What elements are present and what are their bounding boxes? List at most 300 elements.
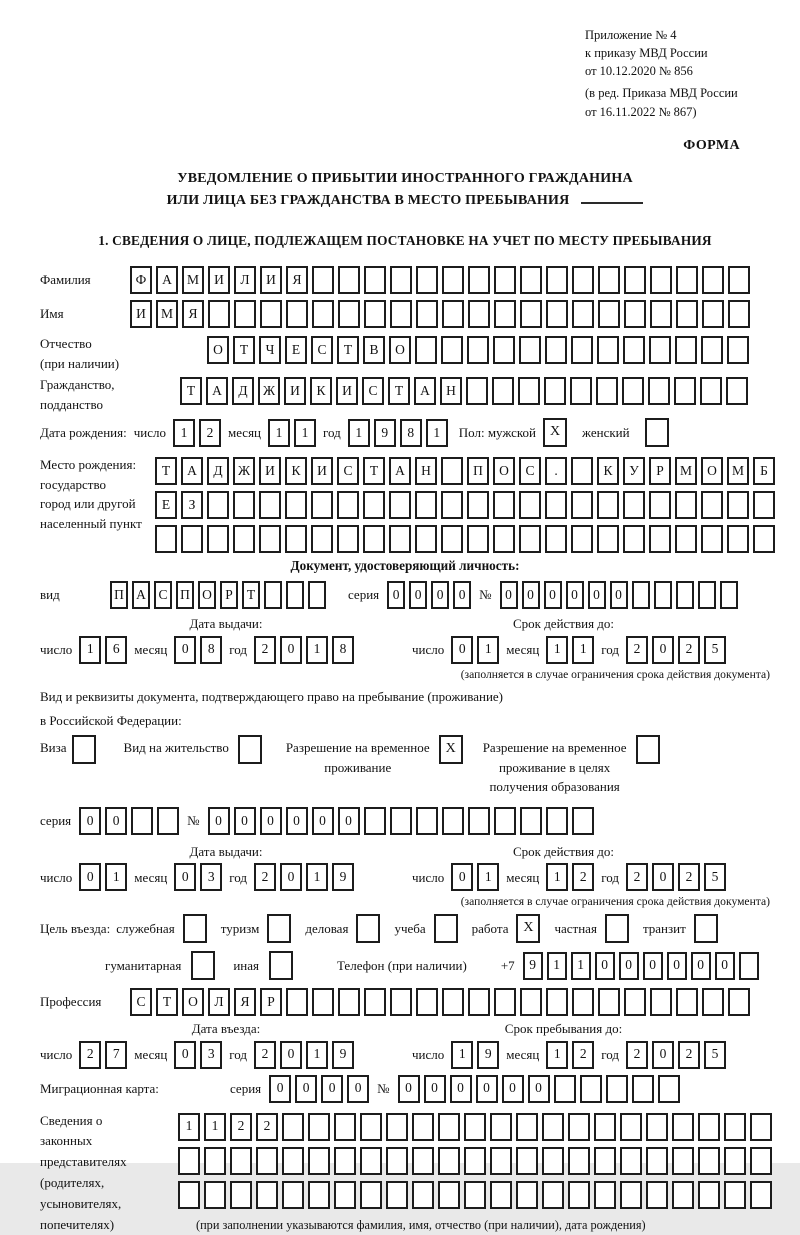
- char-cell[interactable]: [364, 988, 386, 1016]
- char-cell[interactable]: [572, 988, 594, 1016]
- issue-day-cells[interactable]: [79, 636, 127, 664]
- char-cell[interactable]: М: [727, 457, 749, 485]
- char-cell[interactable]: М: [675, 457, 697, 485]
- char-cell[interactable]: 9: [523, 952, 543, 980]
- char-cell[interactable]: [571, 336, 593, 364]
- char-cell[interactable]: 0: [338, 807, 360, 835]
- char-cell[interactable]: 2: [626, 636, 648, 664]
- char-cell[interactable]: [416, 266, 438, 294]
- char-cell[interactable]: [364, 300, 386, 328]
- char-cell[interactable]: 9: [374, 419, 396, 447]
- char-cell[interactable]: .: [545, 457, 567, 485]
- char-cell[interactable]: [646, 1147, 668, 1175]
- char-cell[interactable]: [464, 1147, 486, 1175]
- char-cell[interactable]: [442, 988, 464, 1016]
- char-cell[interactable]: [650, 266, 672, 294]
- residence-number-cells[interactable]: [208, 807, 594, 835]
- char-cell[interactable]: С: [311, 336, 333, 364]
- char-cell[interactable]: 3: [200, 863, 222, 891]
- char-cell[interactable]: Ж: [258, 377, 280, 405]
- char-cell[interactable]: [230, 1147, 252, 1175]
- char-cell[interactable]: [494, 807, 516, 835]
- char-cell[interactable]: [570, 377, 592, 405]
- char-cell[interactable]: 0: [595, 952, 615, 980]
- char-cell[interactable]: [606, 1075, 628, 1103]
- char-cell[interactable]: 0: [234, 807, 256, 835]
- char-cell[interactable]: 2: [626, 863, 648, 891]
- purpose-tourism-checkbox[interactable]: [267, 914, 291, 943]
- char-cell[interactable]: [337, 491, 359, 519]
- char-cell[interactable]: [546, 300, 568, 328]
- expiry-year-cells[interactable]: [626, 636, 726, 664]
- residence-issue-month-cells[interactable]: [174, 863, 222, 891]
- char-cell[interactable]: [568, 1147, 590, 1175]
- char-cell[interactable]: 0: [652, 1041, 674, 1069]
- char-cell[interactable]: [386, 1147, 408, 1175]
- char-cell[interactable]: [467, 491, 489, 519]
- char-cell[interactable]: Д: [207, 457, 229, 485]
- char-cell[interactable]: 1: [477, 636, 499, 664]
- char-cell[interactable]: С: [154, 581, 172, 609]
- char-cell[interactable]: 0: [566, 581, 584, 609]
- char-cell[interactable]: [364, 266, 386, 294]
- guardians-row3-cells[interactable]: [178, 1181, 772, 1209]
- char-cell[interactable]: [412, 1113, 434, 1141]
- char-cell[interactable]: Т: [180, 377, 202, 405]
- char-cell[interactable]: [542, 1181, 564, 1209]
- residence-series-cells[interactable]: [79, 807, 179, 835]
- char-cell[interactable]: В: [363, 336, 385, 364]
- char-cell[interactable]: [518, 377, 540, 405]
- char-cell[interactable]: [467, 336, 489, 364]
- char-cell[interactable]: 1: [105, 863, 127, 891]
- female-checkbox[interactable]: [645, 418, 669, 447]
- char-cell[interactable]: О: [389, 336, 411, 364]
- char-cell[interactable]: [204, 1147, 226, 1175]
- char-cell[interactable]: [131, 807, 153, 835]
- char-cell[interactable]: [438, 1113, 460, 1141]
- char-cell[interactable]: [675, 525, 697, 553]
- char-cell[interactable]: [519, 525, 541, 553]
- char-cell[interactable]: [256, 1181, 278, 1209]
- char-cell[interactable]: [464, 1181, 486, 1209]
- char-cell[interactable]: Т: [337, 336, 359, 364]
- char-cell[interactable]: О: [198, 581, 216, 609]
- char-cell[interactable]: [360, 1181, 382, 1209]
- profession-cells[interactable]: [130, 988, 750, 1016]
- char-cell[interactable]: Я: [182, 300, 204, 328]
- char-cell[interactable]: [594, 1181, 616, 1209]
- char-cell[interactable]: [493, 491, 515, 519]
- residence-issue-day-cells[interactable]: [79, 863, 127, 891]
- char-cell[interactable]: [727, 525, 749, 553]
- char-cell[interactable]: [545, 491, 567, 519]
- char-cell[interactable]: 0: [174, 1041, 196, 1069]
- char-cell[interactable]: З: [181, 491, 203, 519]
- char-cell[interactable]: [337, 525, 359, 553]
- doc-number-cells[interactable]: [500, 581, 738, 609]
- char-cell[interactable]: 1: [306, 1041, 328, 1069]
- residence-expiry-day-cells[interactable]: [451, 863, 499, 891]
- char-cell[interactable]: [490, 1181, 512, 1209]
- char-cell[interactable]: [442, 300, 464, 328]
- char-cell[interactable]: [720, 581, 738, 609]
- char-cell[interactable]: Л: [234, 266, 256, 294]
- char-cell[interactable]: [282, 1181, 304, 1209]
- char-cell[interactable]: П: [110, 581, 128, 609]
- char-cell[interactable]: [598, 266, 620, 294]
- char-cell[interactable]: [675, 336, 697, 364]
- char-cell[interactable]: [542, 1113, 564, 1141]
- char-cell[interactable]: 0: [174, 636, 196, 664]
- birth-place-row3-cells[interactable]: [155, 525, 775, 553]
- char-cell[interactable]: [650, 300, 672, 328]
- char-cell[interactable]: [492, 377, 514, 405]
- char-cell[interactable]: 0: [347, 1075, 369, 1103]
- char-cell[interactable]: [598, 988, 620, 1016]
- char-cell[interactable]: [233, 491, 255, 519]
- char-cell[interactable]: [753, 491, 775, 519]
- char-cell[interactable]: 5: [704, 863, 726, 891]
- char-cell[interactable]: [178, 1181, 200, 1209]
- char-cell[interactable]: 1: [79, 636, 101, 664]
- purpose-study-checkbox[interactable]: [434, 914, 458, 943]
- char-cell[interactable]: [571, 525, 593, 553]
- char-cell[interactable]: [338, 300, 360, 328]
- char-cell[interactable]: [311, 525, 333, 553]
- char-cell[interactable]: [360, 1147, 382, 1175]
- char-cell[interactable]: М: [182, 266, 204, 294]
- char-cell[interactable]: [441, 491, 463, 519]
- temp-residence-checkbox[interactable]: X: [439, 735, 463, 764]
- birth-day-cells[interactable]: [173, 419, 221, 447]
- char-cell[interactable]: 1: [204, 1113, 226, 1141]
- char-cell[interactable]: [390, 988, 412, 1016]
- char-cell[interactable]: [308, 1113, 330, 1141]
- char-cell[interactable]: [311, 491, 333, 519]
- expiry-day-cells[interactable]: [451, 636, 499, 664]
- purpose-official-checkbox[interactable]: [183, 914, 207, 943]
- char-cell[interactable]: 0: [652, 863, 674, 891]
- char-cell[interactable]: [516, 1113, 538, 1141]
- char-cell[interactable]: 6: [105, 636, 127, 664]
- char-cell[interactable]: 0: [450, 1075, 472, 1103]
- char-cell[interactable]: [649, 525, 671, 553]
- patronymic-cells[interactable]: [207, 336, 749, 364]
- char-cell[interactable]: [546, 807, 568, 835]
- char-cell[interactable]: И: [208, 266, 230, 294]
- char-cell[interactable]: [648, 377, 670, 405]
- char-cell[interactable]: [207, 525, 229, 553]
- char-cell[interactable]: [468, 266, 490, 294]
- char-cell[interactable]: О: [493, 457, 515, 485]
- char-cell[interactable]: 2: [79, 1041, 101, 1069]
- char-cell[interactable]: [700, 377, 722, 405]
- char-cell[interactable]: [544, 377, 566, 405]
- char-cell[interactable]: 0: [398, 1075, 420, 1103]
- char-cell[interactable]: 3: [200, 1041, 222, 1069]
- char-cell[interactable]: 1: [547, 952, 567, 980]
- char-cell[interactable]: 1: [571, 952, 591, 980]
- char-cell[interactable]: [546, 266, 568, 294]
- char-cell[interactable]: [264, 581, 282, 609]
- char-cell[interactable]: 2: [678, 1041, 700, 1069]
- migration-number-cells[interactable]: [398, 1075, 680, 1103]
- char-cell[interactable]: [649, 491, 671, 519]
- char-cell[interactable]: [597, 336, 619, 364]
- char-cell[interactable]: 0: [269, 1075, 291, 1103]
- expiry-month-cells[interactable]: [546, 636, 594, 664]
- char-cell[interactable]: 0: [286, 807, 308, 835]
- char-cell[interactable]: [519, 336, 541, 364]
- residence-expiry-month-cells[interactable]: [546, 863, 594, 891]
- char-cell[interactable]: [386, 1181, 408, 1209]
- char-cell[interactable]: [728, 266, 750, 294]
- char-cell[interactable]: Т: [388, 377, 410, 405]
- char-cell[interactable]: [750, 1147, 772, 1175]
- char-cell[interactable]: Р: [649, 457, 671, 485]
- char-cell[interactable]: 0: [295, 1075, 317, 1103]
- char-cell[interactable]: А: [414, 377, 436, 405]
- char-cell[interactable]: И: [260, 266, 282, 294]
- char-cell[interactable]: 0: [280, 1041, 302, 1069]
- char-cell[interactable]: [412, 1181, 434, 1209]
- char-cell[interactable]: 0: [451, 636, 473, 664]
- char-cell[interactable]: [520, 300, 542, 328]
- char-cell[interactable]: [204, 1181, 226, 1209]
- char-cell[interactable]: [312, 988, 334, 1016]
- citizenship-cells[interactable]: [180, 377, 748, 405]
- char-cell[interactable]: [334, 1113, 356, 1141]
- char-cell[interactable]: 0: [280, 863, 302, 891]
- issue-month-cells[interactable]: [174, 636, 222, 664]
- char-cell[interactable]: [676, 266, 698, 294]
- char-cell[interactable]: [658, 1075, 680, 1103]
- char-cell[interactable]: [623, 336, 645, 364]
- char-cell[interactable]: [363, 491, 385, 519]
- char-cell[interactable]: [520, 988, 542, 1016]
- char-cell[interactable]: [415, 336, 437, 364]
- char-cell[interactable]: [623, 525, 645, 553]
- char-cell[interactable]: 0: [321, 1075, 343, 1103]
- char-cell[interactable]: С: [519, 457, 541, 485]
- char-cell[interactable]: М: [156, 300, 178, 328]
- char-cell[interactable]: [675, 491, 697, 519]
- char-cell[interactable]: 2: [572, 863, 594, 891]
- char-cell[interactable]: [464, 1113, 486, 1141]
- char-cell[interactable]: [516, 1147, 538, 1175]
- char-cell[interactable]: 5: [704, 636, 726, 664]
- birth-month-cells[interactable]: [268, 419, 316, 447]
- char-cell[interactable]: [286, 300, 308, 328]
- birth-place-row1-cells[interactable]: [155, 457, 775, 485]
- char-cell[interactable]: 1: [477, 863, 499, 891]
- char-cell[interactable]: Л: [208, 988, 230, 1016]
- char-cell[interactable]: [493, 525, 515, 553]
- char-cell[interactable]: Р: [220, 581, 238, 609]
- char-cell[interactable]: [256, 1147, 278, 1175]
- char-cell[interactable]: [698, 1181, 720, 1209]
- char-cell[interactable]: [438, 1147, 460, 1175]
- char-cell[interactable]: [571, 457, 593, 485]
- char-cell[interactable]: [416, 807, 438, 835]
- birth-place-row2-cells[interactable]: [155, 491, 775, 519]
- char-cell[interactable]: [312, 266, 334, 294]
- char-cell[interactable]: [441, 336, 463, 364]
- char-cell[interactable]: 8: [332, 636, 354, 664]
- char-cell[interactable]: С: [130, 988, 152, 1016]
- char-cell[interactable]: [620, 1147, 642, 1175]
- char-cell[interactable]: [646, 1181, 668, 1209]
- char-cell[interactable]: [724, 1181, 746, 1209]
- char-cell[interactable]: [259, 491, 281, 519]
- char-cell[interactable]: У: [623, 457, 645, 485]
- char-cell[interactable]: 0: [79, 807, 101, 835]
- char-cell[interactable]: 2: [572, 1041, 594, 1069]
- char-cell[interactable]: 0: [79, 863, 101, 891]
- entry-day-cells[interactable]: [79, 1041, 127, 1069]
- char-cell[interactable]: [390, 807, 412, 835]
- char-cell[interactable]: [494, 300, 516, 328]
- char-cell[interactable]: И: [284, 377, 306, 405]
- char-cell[interactable]: 2: [678, 636, 700, 664]
- char-cell[interactable]: [442, 266, 464, 294]
- char-cell[interactable]: [286, 581, 304, 609]
- char-cell[interactable]: [312, 300, 334, 328]
- char-cell[interactable]: Т: [155, 457, 177, 485]
- char-cell[interactable]: 0: [619, 952, 639, 980]
- entry-year-cells[interactable]: [254, 1041, 354, 1069]
- char-cell[interactable]: 1: [268, 419, 290, 447]
- char-cell[interactable]: [467, 525, 489, 553]
- char-cell[interactable]: 8: [200, 636, 222, 664]
- char-cell[interactable]: [750, 1113, 772, 1141]
- char-cell[interactable]: [698, 1147, 720, 1175]
- char-cell[interactable]: О: [182, 988, 204, 1016]
- char-cell[interactable]: 0: [451, 863, 473, 891]
- char-cell[interactable]: 0: [312, 807, 334, 835]
- char-cell[interactable]: 0: [522, 581, 540, 609]
- char-cell[interactable]: И: [259, 457, 281, 485]
- char-cell[interactable]: 0: [409, 581, 427, 609]
- char-cell[interactable]: [672, 1147, 694, 1175]
- purpose-humanitarian-checkbox[interactable]: [191, 951, 215, 980]
- char-cell[interactable]: [389, 525, 411, 553]
- char-cell[interactable]: 2: [256, 1113, 278, 1141]
- char-cell[interactable]: [386, 1113, 408, 1141]
- char-cell[interactable]: П: [176, 581, 194, 609]
- stay-day-cells[interactable]: [451, 1041, 499, 1069]
- char-cell[interactable]: 2: [199, 419, 221, 447]
- char-cell[interactable]: 1: [451, 1041, 473, 1069]
- char-cell[interactable]: 1: [546, 636, 568, 664]
- char-cell[interactable]: [620, 1181, 642, 1209]
- char-cell[interactable]: [490, 1113, 512, 1141]
- char-cell[interactable]: [739, 952, 759, 980]
- char-cell[interactable]: 2: [254, 636, 276, 664]
- doc-series-cells[interactable]: [387, 581, 471, 609]
- char-cell[interactable]: К: [310, 377, 332, 405]
- char-cell[interactable]: Т: [363, 457, 385, 485]
- char-cell[interactable]: К: [285, 457, 307, 485]
- char-cell[interactable]: 0: [643, 952, 663, 980]
- char-cell[interactable]: [672, 1181, 694, 1209]
- char-cell[interactable]: 1: [173, 419, 195, 447]
- char-cell[interactable]: 1: [426, 419, 448, 447]
- char-cell[interactable]: [702, 266, 724, 294]
- char-cell[interactable]: [468, 988, 490, 1016]
- char-cell[interactable]: [698, 1113, 720, 1141]
- guardians-row2-cells[interactable]: [178, 1147, 772, 1175]
- char-cell[interactable]: [727, 336, 749, 364]
- char-cell[interactable]: 0: [652, 636, 674, 664]
- char-cell[interactable]: [568, 1181, 590, 1209]
- char-cell[interactable]: [181, 525, 203, 553]
- char-cell[interactable]: [632, 581, 650, 609]
- char-cell[interactable]: [416, 300, 438, 328]
- char-cell[interactable]: П: [467, 457, 489, 485]
- stay-year-cells[interactable]: [626, 1041, 726, 1069]
- char-cell[interactable]: 1: [294, 419, 316, 447]
- char-cell[interactable]: К: [597, 457, 619, 485]
- char-cell[interactable]: А: [206, 377, 228, 405]
- purpose-transit-checkbox[interactable]: [694, 914, 718, 943]
- char-cell[interactable]: 2: [230, 1113, 252, 1141]
- char-cell[interactable]: [308, 1147, 330, 1175]
- char-cell[interactable]: [364, 807, 386, 835]
- char-cell[interactable]: Н: [440, 377, 462, 405]
- char-cell[interactable]: 0: [280, 636, 302, 664]
- char-cell[interactable]: [649, 336, 671, 364]
- char-cell[interactable]: [596, 377, 618, 405]
- char-cell[interactable]: Ф: [130, 266, 152, 294]
- guardians-row1-cells[interactable]: [178, 1113, 772, 1141]
- phone-cells[interactable]: [523, 952, 759, 980]
- stay-month-cells[interactable]: [546, 1041, 594, 1069]
- char-cell[interactable]: [234, 300, 256, 328]
- char-cell[interactable]: [646, 1113, 668, 1141]
- char-cell[interactable]: 0: [588, 581, 606, 609]
- char-cell[interactable]: [724, 1113, 746, 1141]
- char-cell[interactable]: О: [701, 457, 723, 485]
- char-cell[interactable]: [623, 491, 645, 519]
- char-cell[interactable]: А: [132, 581, 150, 609]
- male-checkbox[interactable]: X: [543, 418, 567, 447]
- char-cell[interactable]: [207, 491, 229, 519]
- char-cell[interactable]: [438, 1181, 460, 1209]
- char-cell[interactable]: [572, 300, 594, 328]
- char-cell[interactable]: [620, 1113, 642, 1141]
- entry-month-cells[interactable]: [174, 1041, 222, 1069]
- char-cell[interactable]: [282, 1113, 304, 1141]
- char-cell[interactable]: [545, 525, 567, 553]
- char-cell[interactable]: [233, 525, 255, 553]
- char-cell[interactable]: [208, 300, 230, 328]
- char-cell[interactable]: [442, 807, 464, 835]
- char-cell[interactable]: [546, 988, 568, 1016]
- char-cell[interactable]: [726, 377, 748, 405]
- char-cell[interactable]: 9: [477, 1041, 499, 1069]
- char-cell[interactable]: 1: [546, 1041, 568, 1069]
- char-cell[interactable]: [157, 807, 179, 835]
- char-cell[interactable]: [519, 491, 541, 519]
- char-cell[interactable]: Т: [233, 336, 255, 364]
- char-cell[interactable]: 0: [105, 807, 127, 835]
- char-cell[interactable]: 0: [544, 581, 562, 609]
- char-cell[interactable]: [624, 300, 646, 328]
- char-cell[interactable]: [178, 1147, 200, 1175]
- char-cell[interactable]: 0: [174, 863, 196, 891]
